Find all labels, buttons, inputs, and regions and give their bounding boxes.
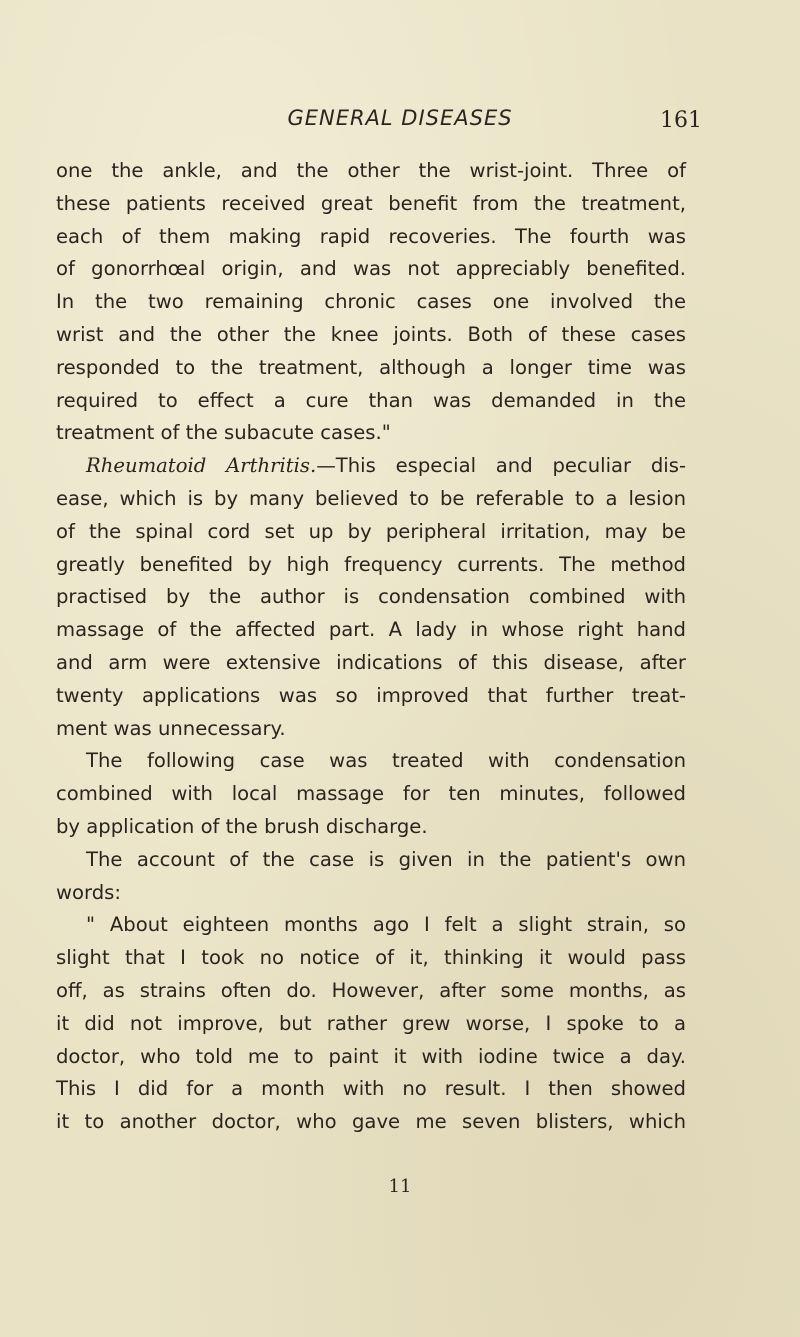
running-title: GENERAL DISEASES (287, 106, 513, 130)
page-number: 161 (660, 108, 702, 133)
text-line: ment was unnecessary. (56, 716, 286, 740)
text-line: each of them making rapid recoveries. The fourth was (56, 224, 686, 248)
text-line: of gonorrhœal origin, and was not appreciably benefited. (56, 257, 686, 281)
quote-line: doctor, who told me to paint it with iodine twice a day. (56, 1044, 686, 1068)
signature-mark: 11 (388, 1176, 412, 1197)
text-line: The following case was treated with condensation (86, 749, 686, 773)
text-line: The account of the case is given in the patient's own (86, 847, 686, 871)
text-line: greatly benefited by high frequency currents. The method (56, 552, 686, 576)
text-line: by application of the brush discharge. (56, 814, 428, 838)
quote-line: slight that I took no notice of it, thinking it would pass (56, 946, 686, 970)
text-line: required to effect a cure than was demanded in the (56, 388, 686, 412)
body-text (56, 155, 686, 1139)
text-line: twenty applications was so improved that further treat- (56, 683, 686, 707)
text-line: In the two remaining chronic cases one involved the (56, 290, 686, 314)
text-line: combined with local massage for ten minutes, followed (56, 782, 686, 806)
text-line: these patients received great benefit from the treatment, (56, 191, 686, 215)
text-line: responded to the treatment, although a longer time was (56, 355, 686, 379)
text-line: treatment of the subacute cases." (56, 421, 391, 445)
quote-line: This I did for a month with no result. I then showed (56, 1077, 686, 1101)
text-line: ease, which is by many believed to be referable to a lesion (56, 486, 686, 510)
quote-line: it did not improve, but rather grew worse, I spoke to a (56, 1011, 686, 1035)
section-heading-rheumatoid-arthritis: Rheumatoid Arthritis. (86, 454, 317, 478)
text-line: practised by the author is condensation combined with (56, 585, 686, 609)
text-line: and arm were extensive indications of this disease, after (56, 650, 686, 674)
text-line: words: (56, 880, 121, 904)
quote-line: " About eighteen months ago I felt a slight strain, so (86, 913, 686, 937)
rheumatoid-paragraph-start (56, 450, 686, 483)
text-line: wrist and the other the knee joints. Both of these cases (56, 322, 686, 346)
text-fragment: —This especial and peculiar dis- (316, 454, 687, 478)
text-line: of the spinal cord set up by peripheral irritation, may be (56, 519, 686, 543)
text-line: massage of the affected part. A lady in whose right hand (56, 618, 686, 642)
quote-line: it to another doctor, who gave me seven blisters, which (56, 1110, 686, 1134)
running-head (50, 106, 750, 146)
quote-line: off, as strains often do. However, after some months, as (56, 978, 686, 1002)
text-line: one the ankle, and the other the wrist-joint. Three of (56, 159, 686, 182)
